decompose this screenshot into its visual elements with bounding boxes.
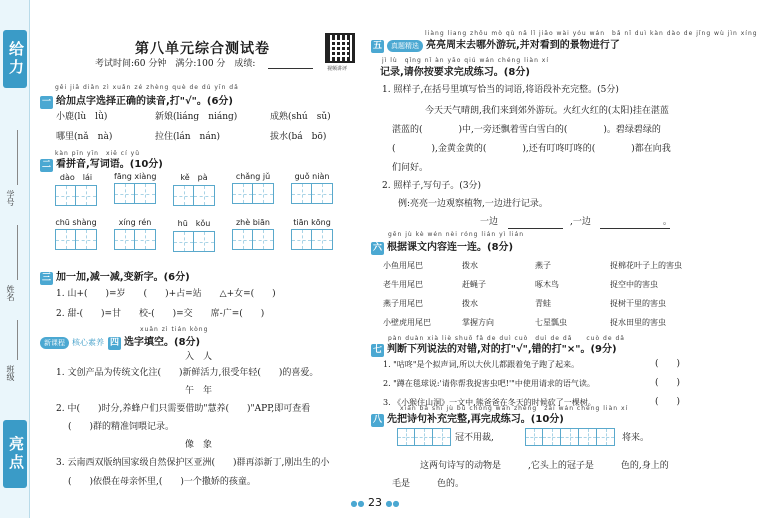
s5-paragraph: 们问好。	[392, 163, 429, 173]
pinyin-box: chǎng jǔ	[232, 172, 274, 204]
s8-question[interactable]: 毛是 色的。	[392, 479, 465, 489]
write-cell[interactable]	[543, 428, 561, 446]
binding-strip	[0, 0, 30, 518]
s5-answer-line[interactable]: 一边 ,一边 。	[480, 217, 672, 227]
write-cell[interactable]	[253, 229, 274, 250]
match-col-4[interactable]: 捉棉花叶子上的害虫 捉空中的害虫 捉树干里的害虫 捉水田里的害虫	[610, 261, 682, 327]
pinyin-box: chū shàng	[55, 218, 97, 250]
s5-example: 例:亮亮一边观察植物,一边进行记录。	[398, 199, 548, 209]
s3-question[interactable]: 1. 山+( )=岁 ( )+占=站 △+女=( )	[56, 289, 276, 299]
s1-item[interactable]: 拔水(bá bō)	[270, 132, 327, 142]
s4-sentence[interactable]: ( )依偎在母亲怀里,( )一个撒娇的孩童。	[68, 477, 256, 487]
student-number-label: 学号	[6, 190, 15, 206]
pinyin-box: dào lái	[55, 172, 97, 206]
pinyin-box: kě pà	[173, 172, 215, 206]
s7-statement: 2. "蹲在毯球说:'请你帮我捉害虫吧!'"中使用请求的语气读。	[383, 379, 595, 388]
answer-paren[interactable]: ( )	[655, 359, 681, 369]
s2-heading: 二 看拼音,写词语。(10分)	[41, 159, 163, 170]
write-cell[interactable]	[173, 185, 194, 206]
class-label: 班级	[6, 365, 15, 381]
pinyin-box: guǒ niàn	[291, 172, 333, 204]
poem-boxes-2	[525, 428, 615, 446]
write-cell[interactable]	[76, 185, 97, 206]
write-cell[interactable]	[194, 185, 215, 206]
s8-question[interactable]: 这两句诗写的动物是 ,它头上的冠子是 色的,身上的	[420, 461, 669, 471]
s4-word-choice: 午 年	[185, 386, 213, 396]
s2-pinyin: kàn pīn yīn xiě cí yǔ	[55, 150, 141, 157]
s6-pinyin: gēn jù kè wén nèi róng lián yì lián	[388, 231, 525, 238]
write-cell[interactable]	[433, 428, 451, 446]
write-cell[interactable]	[135, 229, 156, 250]
write-cell[interactable]	[114, 229, 135, 250]
s8-pinyin: xiān bǎ shī jù bǔ chōng wán zhěng zài wán chéng liàn xí	[400, 405, 629, 412]
write-cell[interactable]	[561, 428, 579, 446]
s8-heading: 八 先把诗句补充完整,再完成练习。(10分)	[372, 414, 564, 425]
s4-sentence[interactable]: 1. 文创产品为传统文化注( )新鲜活力,很受年轻( )的喜爱。	[56, 368, 319, 378]
answer-paren[interactable]: ( )	[655, 378, 681, 388]
s1-item[interactable]: 新娘(liáng niáng)	[155, 112, 238, 122]
pinyin-box: hū kǒu	[173, 218, 215, 252]
write-cell[interactable]	[55, 229, 76, 250]
qr-caption: 视频讲评	[327, 66, 348, 72]
s5-pinyin-2: jì lù qǐng nǐ àn yāo qiú wán chéng liàn xí	[382, 57, 550, 64]
write-cell[interactable]	[415, 428, 433, 446]
s4-heading: 新课程 核心素养 四 选字填空。(8分)	[40, 333, 200, 350]
s6-heading: 六 根据课文内容连一连。(8分)	[372, 242, 514, 253]
s3-heading: 三 加一加,减一减,变新字。(6分)	[41, 272, 190, 283]
write-cell[interactable]	[114, 183, 135, 204]
match-col-1[interactable]: 小鱼用尾巴 老牛用尾巴 燕子用尾巴 小壁虎用尾巴	[383, 261, 431, 327]
match-col-2[interactable]: 拨水 赶蝇子 拨水 掌握方向	[462, 261, 494, 327]
poem-text: 将来。	[622, 433, 650, 443]
s5-q1: 1. 照样子,在括号里填写恰当的词语,将语段补充完整。(5分)	[382, 85, 619, 95]
answer-paren[interactable]: ( )	[655, 397, 681, 407]
write-cell[interactable]	[135, 183, 156, 204]
s1-item[interactable]: 拉住(lán nán)	[155, 132, 221, 142]
write-cell[interactable]	[291, 183, 312, 204]
pinyin-box: xíng rén	[114, 218, 156, 250]
write-cell[interactable]	[232, 229, 253, 250]
score-blank[interactable]	[268, 68, 313, 69]
write-cell[interactable]	[397, 428, 415, 446]
write-cell[interactable]	[579, 428, 597, 446]
write-cell[interactable]	[312, 183, 333, 204]
exam-info: 考试时间:60 分钟 满分:100 分 成绩:	[95, 59, 256, 69]
write-cell[interactable]	[76, 229, 97, 250]
s4-word-choice: 像 象	[185, 440, 213, 450]
pinyin-box: tiān kōng	[291, 218, 333, 250]
s7-pinyin: pàn duàn xià liè shuō fǎ de duì cuò duì de dǎ cuò de dǎ	[388, 335, 625, 342]
match-col-3[interactable]: 燕子 啄木鸟 青蛙 七星瓢虫	[535, 261, 567, 327]
qr-code[interactable]	[325, 33, 355, 63]
write-cell[interactable]	[194, 231, 215, 252]
poem-text: 冠不用裁,	[455, 433, 494, 443]
s5-heading-2: 记录,请你按要求完成练习。(8分)	[380, 67, 530, 78]
write-cell[interactable]	[291, 229, 312, 250]
write-cell[interactable]	[253, 183, 274, 204]
s4-sentence[interactable]: 2. 中( )时分,养蜂户们只需要借助"慧养( )"APP,即可查看	[56, 404, 311, 414]
s5-heading: 五 真题精选 亮亮周末去哪外游玩,并对看到的景物进行了	[372, 40, 620, 51]
s3-question[interactable]: 2. 甜-( )=甘 校-( )=交 席-广=( )	[56, 309, 265, 319]
brand-tab-top: 给力	[3, 30, 27, 88]
brand-tab-bottom: 亮点	[3, 420, 27, 488]
s5-paragraph[interactable]: ( ),金黄金黄的( ),还有叮咚叮咚的( )都在向我	[392, 144, 671, 154]
write-cell[interactable]	[312, 229, 333, 250]
s7-statement: 1. "咕咚"是个拟声词,所以大伙儿都跟着兔子跑了起来。	[383, 360, 580, 369]
s5-pinyin: liàng liang zhōu mò qù nǎ lǐ jiāo wài yóu wán bǎ nǐ duì kàn dào de jǐng wù jìn xíng	[425, 30, 758, 37]
write-cell[interactable]	[55, 185, 76, 206]
s1-pinyin: gěi jiā diǎn zì xuǎn zé zhèng què de dú yīn dǎ	[55, 84, 239, 91]
s7-heading: 七 判断下列说法的对错,对的打"√",错的打"×"。(9分)	[372, 344, 617, 355]
page-title: 第八单元综合测试卷	[135, 41, 270, 57]
write-cell[interactable]	[525, 428, 543, 446]
poem-boxes-1	[397, 428, 451, 446]
s5-q2: 2. 照样子,写句子。(3分)	[382, 181, 482, 191]
pinyin-box: zhè biān	[232, 218, 274, 250]
s4-sentence[interactable]: ( )群的精准饲喂记录。	[68, 422, 175, 432]
write-cell[interactable]	[232, 183, 253, 204]
write-cell[interactable]	[597, 428, 615, 446]
s4-sentence[interactable]: 3. 云南西双版纳国家级自然保护区亚洲( )群再添新丁,刚出生的小	[56, 458, 330, 468]
page-number: ●● 23 ●●	[350, 496, 400, 509]
s4-word-choice: 入 人	[185, 352, 213, 362]
s4-pinyin: xuǎn zì tián kòng	[140, 326, 209, 333]
s7-statement: 3. 《小猴住山洞》一文中,熊爸爸在冬天的时候砍了一棵树。	[383, 398, 596, 407]
s1-item[interactable]: 小鹿(lù lǜ)	[56, 112, 108, 122]
student-name-label: 姓名	[6, 285, 15, 301]
s5-paragraph[interactable]: 湛蓝的( )中,一旁还飘着雪白雪白的( )。碧绿碧绿的	[392, 125, 661, 135]
s1-item[interactable]: 成熟(shú sǔ)	[270, 112, 331, 122]
s1-item[interactable]: 哪里(nǎ nà)	[56, 132, 113, 142]
write-cell[interactable]	[173, 231, 194, 252]
s5-paragraph[interactable]: 今天天气晴朗,我们来到郊外游玩。火红火红的(太阳)挂在湛蓝	[425, 106, 669, 116]
s1-heading: 一 给加点字选择正确的读音,打"√"。(6分)	[41, 96, 233, 107]
pinyin-box: fāng xiàng	[114, 172, 156, 204]
